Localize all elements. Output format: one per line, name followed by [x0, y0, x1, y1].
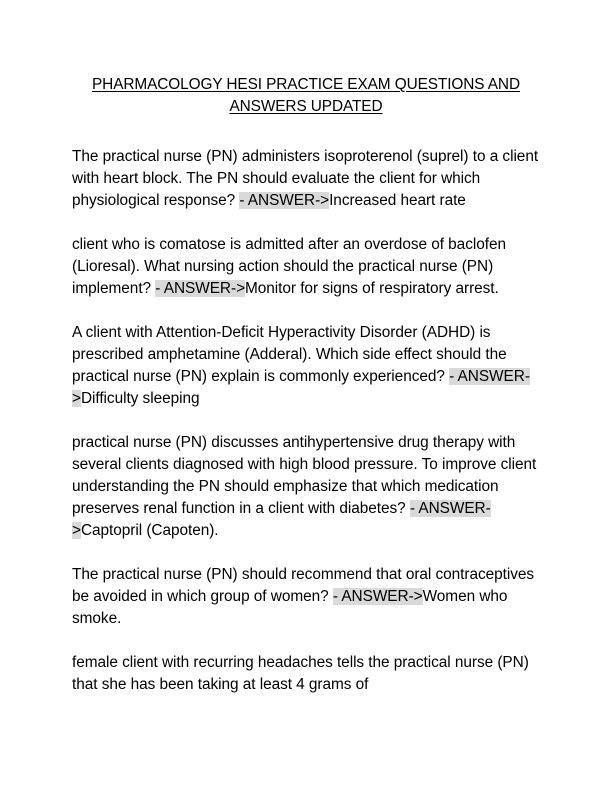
trailing-question: female client with recurring headaches tells the practical nurse (PN) that she has been taking at least 4 grams of	[72, 654, 529, 693]
answer-marker: - ANSWER->	[155, 280, 246, 297]
answer-marker: - ANSWER->	[239, 192, 330, 209]
question-text: A client with Attention-Deficit Hyperactivity Disorder (ADHD) is prescribed amphetamine (Adderal). Which side effect should the practical nurse (PN) explain is commonly experienced?	[72, 324, 507, 385]
answer-text: Women who smoke.	[72, 588, 508, 627]
answer-text: Increased heart rate	[329, 192, 466, 209]
document-title: PHARMACOLOGY HESI PRACTICE EXAM QUESTIONS AND ANSWERS UPDATED	[92, 76, 520, 115]
qa-item-5	[72, 564, 546, 630]
document-body	[72, 146, 546, 718]
answer-text: Captopril (Capoten).	[80, 522, 219, 539]
qa-item-4	[72, 432, 546, 542]
answer-marker: - ANSWER->	[332, 588, 423, 605]
qa-item-3	[72, 322, 546, 410]
qa-item-2	[72, 234, 546, 300]
question-text: The practical nurse (PN) administers isoproterenol (suprel) to a client with heart block. The PN should evaluate the client for which physiological response?	[72, 148, 539, 209]
answer-marker: - ANSWER->	[72, 500, 491, 539]
answer-text: Monitor for signs of respiratory arrest.	[245, 280, 499, 297]
answer-marker: - ANSWER->	[72, 368, 530, 407]
question-text: practical nurse (PN) discusses antihypertensive drug therapy with several clients diagnosed with high blood pressure. To improve client understanding the PN should emphasize that which medication preserves renal function in a client with diabetes?	[72, 434, 537, 517]
qa-item-1	[72, 146, 546, 212]
question-text: The practical nurse (PN) should recommend that oral contraceptives be avoided in which group of women?	[72, 566, 535, 605]
question-text: client who is comatose is admitted after an overdose of baclofen (Lioresal). What nursing action should the practical nurse (PN) implement?	[72, 236, 506, 297]
answer-text: Difficulty sleeping	[80, 390, 200, 407]
